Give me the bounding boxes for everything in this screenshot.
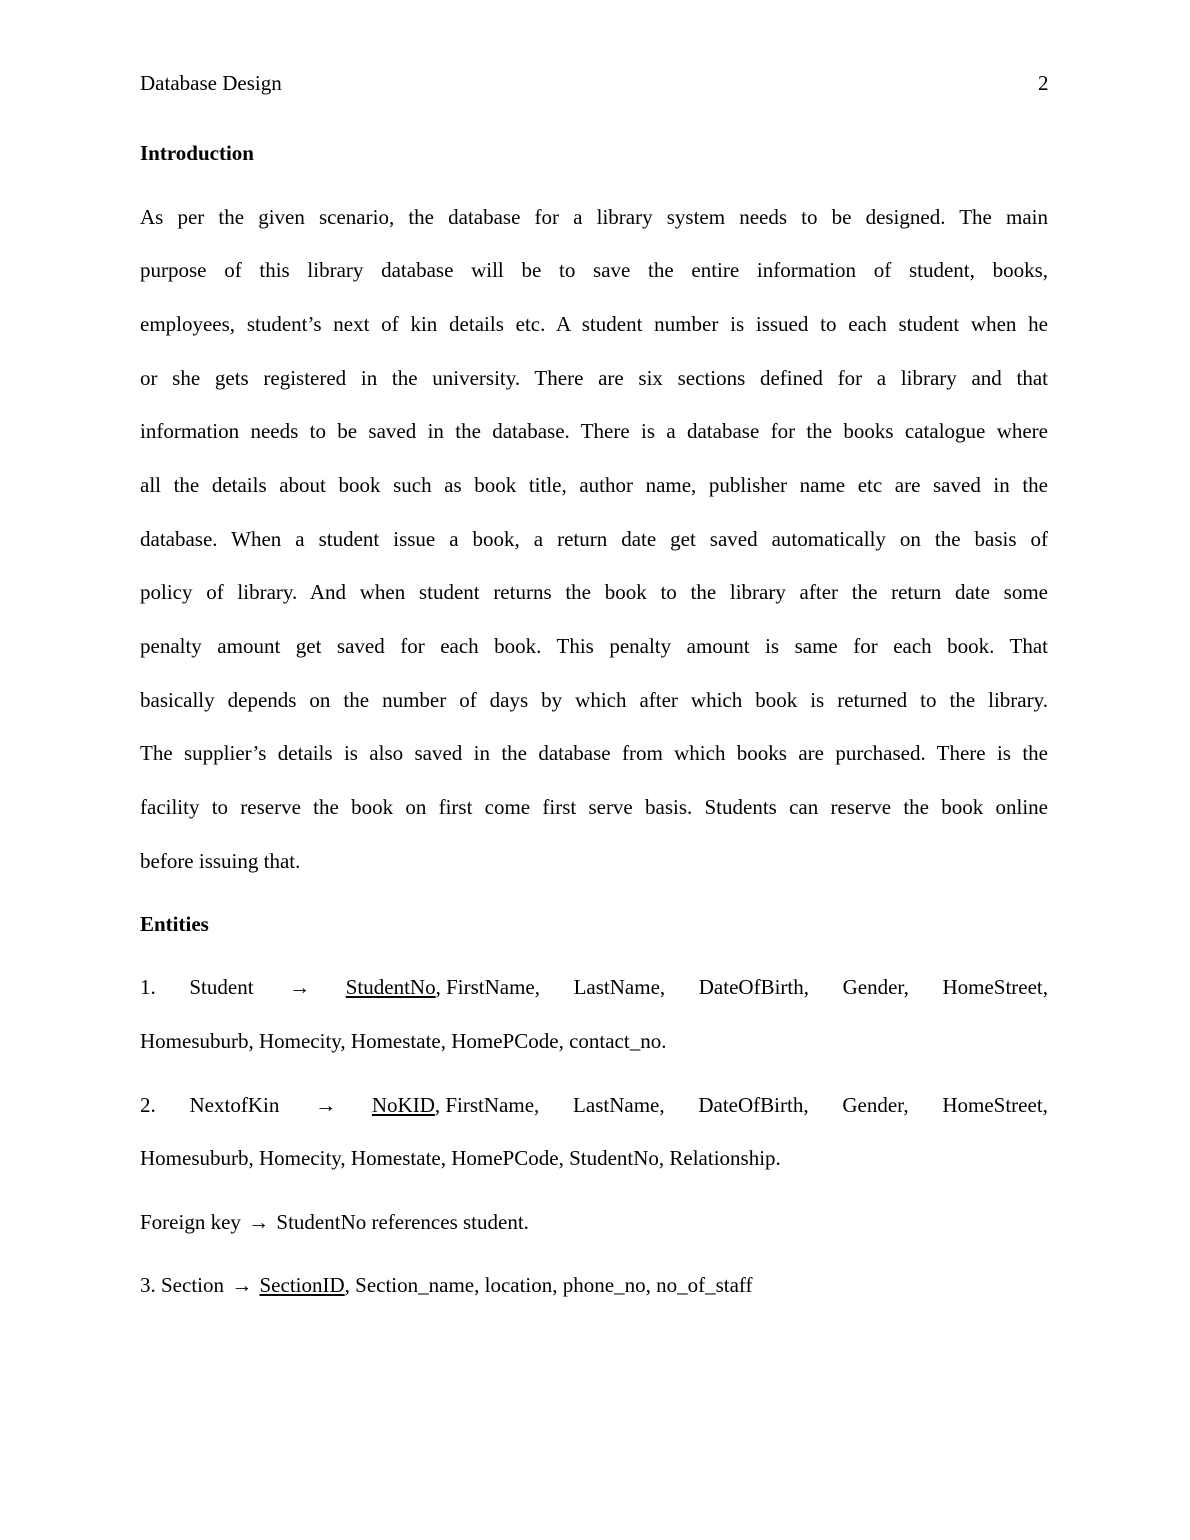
- entity-number: 2.: [140, 1093, 156, 1117]
- attribute: , FirstName,: [435, 975, 540, 999]
- foreign-key-line: [140, 1210, 1048, 1235]
- attribute: Gender,: [842, 975, 909, 999]
- entity-name: Student: [189, 975, 254, 999]
- primary-key: StudentNo: [345, 975, 436, 999]
- paragraph-line: database. When a student issue a book, a return date get saved automatically on the basis of: [140, 527, 1048, 551]
- introduction-heading: Introduction: [140, 141, 254, 165]
- entity-attributes-start: [372, 1093, 539, 1118]
- entities-heading: Entities: [140, 912, 209, 936]
- paragraph-line: all the details about book such as book title, author name, publisher name etc are saved in the: [140, 473, 1048, 497]
- entity-student-continuation: Homesuburb, Homecity, Homestate, HomePCode, contact_no.: [140, 1029, 667, 1053]
- paragraph-line: employees, student’s next of kin details etc. A student number is issued to each student when he: [140, 312, 1048, 336]
- paragraph-line: As per the given scenario, the database for a library system needs to be designed. The main: [140, 205, 1048, 229]
- paragraph-line: facility to reserve the book on first come first serve basis. Students can reserve the book online: [140, 795, 1048, 819]
- paragraph-line: or she gets registered in the university. There are six sections defined for a library and that: [140, 366, 1048, 390]
- entity-name: 3. Section: [140, 1273, 224, 1297]
- attribute: , FirstName,: [434, 1093, 540, 1117]
- foreign-key-text: StudentNo references student.: [276, 1210, 529, 1234]
- entity-nextofkin-line: [140, 1093, 1048, 1118]
- attribute: Gender,: [842, 1093, 909, 1117]
- attribute-list: , Section_name, location, phone_no, no_of_staff: [344, 1273, 753, 1297]
- attribute: DateOfBirth,: [698, 975, 809, 999]
- primary-key: NoKID: [371, 1093, 435, 1117]
- attribute: LastName,: [573, 1093, 665, 1117]
- arrow-right-icon: →: [315, 1093, 337, 1117]
- paragraph-line: purpose of this library database will be to save the entire information of student, books,: [140, 258, 1048, 282]
- entity-number: 1.: [140, 975, 156, 999]
- paragraph-line: information needs to be saved in the database. There is a database for the books catalogue where: [140, 419, 1048, 443]
- attribute: DateOfBirth,: [698, 1093, 809, 1117]
- paragraph-line: basically depends on the number of days by which after which book is returned to the library.: [140, 688, 1048, 712]
- entity-name: NextofKin: [189, 1093, 280, 1117]
- paragraph-line: policy of library. And when student returns the book to the library after the return date some: [140, 580, 1048, 604]
- paragraph-line: The supplier’s details is also saved in the database from which books are purchased. There is the: [140, 741, 1048, 765]
- attribute: LastName,: [573, 975, 666, 999]
- paragraph-line: before issuing that.: [140, 849, 301, 873]
- arrow-right-icon: →: [248, 1210, 270, 1234]
- foreign-key-label: Foreign key: [140, 1210, 241, 1234]
- arrow-right-icon: →: [289, 975, 311, 999]
- running-header-title: Database Design: [140, 71, 282, 95]
- arrow-right-icon: →: [231, 1273, 253, 1297]
- page-number: 2: [1038, 71, 1049, 95]
- paragraph-line: penalty amount get saved for each book. This penalty amount is same for each book. That: [140, 634, 1048, 658]
- attribute: HomeStreet,: [942, 975, 1048, 999]
- primary-key: SectionID: [259, 1273, 345, 1297]
- entity-nextofkin-continuation: Homesuburb, Homecity, Homestate, HomePCode, StudentNo, Relationship.: [140, 1146, 781, 1170]
- attribute: HomeStreet,: [942, 1093, 1048, 1117]
- entity-student-line: [140, 975, 1048, 1000]
- entity-section-line: [140, 1273, 1048, 1298]
- entity-attributes-start: [346, 975, 540, 1000]
